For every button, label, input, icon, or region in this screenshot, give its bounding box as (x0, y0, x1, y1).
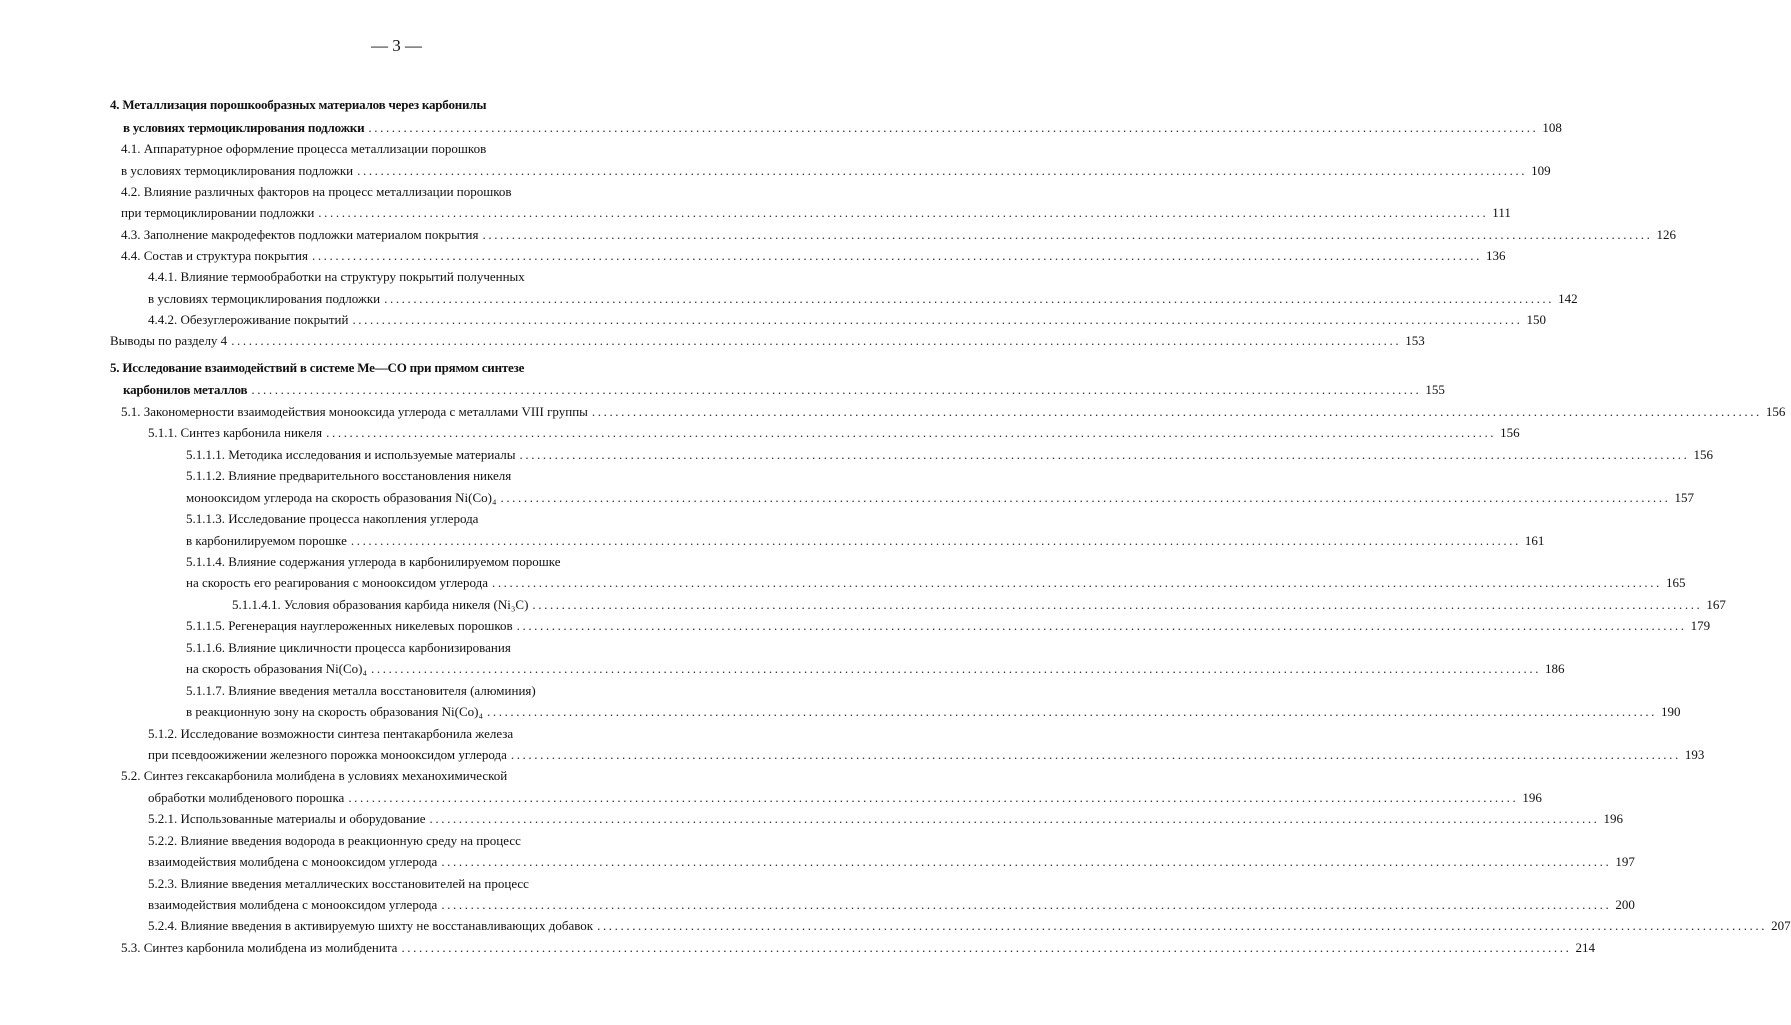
toc-entry-title: на скорость образования Ni(Co)₄ (186, 661, 368, 676)
toc-entry (0, 379, 1445, 401)
dot-leader: ........................................................................................................................................................................................................ (487, 704, 1658, 719)
toc-entry-title: 4.4. Состав и структура покрытия (121, 248, 308, 263)
toc-entry (0, 508, 793, 530)
dot-leader: ........................................................................................................................................................................................................ (251, 382, 1422, 397)
dot-leader: ........................................................................................................................................................................................................ (371, 661, 1542, 676)
dot-leader: ........................................................................................................................................................................................................ (429, 811, 1600, 826)
dot-leader: ........................................................................................................................................................................................................ (519, 447, 1690, 462)
toc-entry (0, 808, 1624, 830)
toc-entry (0, 765, 793, 787)
toc-page-number: 109 (1531, 163, 1551, 178)
toc-entry (0, 680, 793, 702)
toc-entry (0, 723, 793, 745)
toc-entry-title: в условиях термоциклирования подложки (148, 291, 381, 306)
toc-entry (0, 572, 1686, 594)
toc-entry (0, 117, 1562, 139)
dot-leader: ........................................................................................................................................................................................................ (368, 120, 1539, 135)
toc-page-number: 165 (1665, 575, 1686, 590)
toc-entry-title: при псевдоожижении железного порожка монооксидом углерода (148, 747, 507, 762)
toc-entry (0, 873, 793, 895)
toc-entry (0, 830, 793, 852)
toc-entry-title: 4.4.1. Влияние термообработки на структуру покрытий полученных (148, 269, 525, 284)
dot-leader: ........................................................................................................................................................................................................ (384, 291, 1555, 306)
dot-leader: ........................................................................................................................................................................................................ (491, 575, 1662, 590)
dot-leader: ........................................................................................................................................................................................................ (597, 918, 1768, 933)
toc-page-number: 156 (1765, 404, 1786, 419)
toc-entry (0, 330, 1425, 352)
toc-entry (0, 465, 793, 487)
toc-page-number: 126 (1656, 227, 1676, 242)
dot-leader: ........................................................................................................................................................................................................ (352, 312, 1523, 327)
toc-page-number: 167 (1706, 597, 1726, 612)
toc-entry-title: 5.2. Синтез гексакарбонила молибдена в условиях механохимической (121, 768, 508, 783)
dot-leader: ........................................................................................................................................................................................................ (510, 747, 1681, 762)
toc-entry (0, 787, 1542, 809)
toc-entry-title: в условиях термоциклирования подложки (121, 163, 354, 178)
toc-entry-title: 5.1.1.4.1. Условия образования карбида никеля (Ni₃C) (232, 597, 529, 612)
toc-page-number: 111 (1492, 205, 1511, 220)
toc-page-number: 157 (1674, 490, 1694, 505)
toc-entry-title: 5.2.1. Использованные материалы и оборудование (148, 811, 426, 826)
toc-page-number: 190 (1661, 704, 1681, 719)
toc-entry (0, 551, 793, 573)
dot-leader: ........................................................................................................................................................................................................ (441, 854, 1612, 869)
toc-entry (0, 594, 1726, 616)
toc-page-number: 153 (1405, 333, 1425, 348)
toc-entry (0, 357, 793, 379)
toc-page-number: 136 (1485, 248, 1506, 263)
toc-entry-title: Выводы по разделу 4 (110, 333, 228, 348)
toc-entry-title: в реакционную зону на скорость образования Ni(Co)₄ (186, 704, 484, 719)
toc-entry-title: на скорость его реагирования с монооксидом углерода (186, 575, 488, 590)
toc-entry-title: 5.1.1.4. Влияние содержания углерода в карбонилируемом порошке (186, 554, 561, 569)
toc-entry (0, 288, 1578, 310)
toc-entry-title: 5.1.1.5. Регенерация науглероженных никелевых порошков (186, 618, 513, 633)
toc-entry-title: 4.1. Аппаратурное оформление процесса металлизации порошков (121, 141, 487, 156)
toc-entry (0, 915, 1791, 937)
toc-entry-title: 5.1. Закономерности взаимодействия монооксида углерода с металлами VIII группы (121, 404, 588, 419)
dot-leader: ........................................................................................................................................................................................................ (231, 333, 1402, 348)
toc-entry-title: 5.1.1.1. Методика исследования и используемые материалы (186, 447, 516, 462)
toc-entry-title: 5.2.2. Влияние введения водорода в реакционную среду на процесс (148, 833, 521, 848)
toc-entry-title: 4. Металлизация порошкообразных материалов через карбонилы (110, 97, 487, 112)
dot-leader: ........................................................................................................................................................................................................ (516, 618, 1687, 633)
toc-entry (0, 615, 1711, 637)
toc-entry-title: 5.1.1. Синтез карбонила никеля (148, 425, 323, 440)
dot-leader: ........................................................................................................................................................................................................ (500, 490, 1671, 505)
toc-page-number: 186 (1545, 661, 1565, 676)
toc-page-number: 161 (1524, 533, 1545, 548)
toc-entry (0, 937, 1595, 959)
toc-entry-title: карбонилов металлов (123, 382, 248, 397)
toc-entry (0, 744, 1705, 766)
toc-entry (0, 444, 1713, 466)
toc-entry-title: 5.3. Синтез карбонила молибдена из молибденита (121, 940, 398, 955)
toc-entry-title: в карбонилируемом порошке (186, 533, 347, 548)
toc-entry-title: 5.1.1.3. Исследование процесса накопления углерода (186, 511, 479, 526)
toc-entry-title: 5.1.1.7. Влияние введения металла восстановителя (алюминия) (186, 683, 536, 698)
toc-entry-title: 4.4.2. Обезуглероживание покрытий (148, 312, 349, 327)
toc-entry (0, 530, 1545, 552)
toc-page-number: 196 (1603, 811, 1624, 826)
toc-entry (0, 401, 1786, 423)
dot-leader: ........................................................................................................................................................................................................ (591, 404, 1762, 419)
toc-entry (0, 658, 1565, 680)
toc-entry-title: 5.1.1.2. Влияние предварительного восстановления никеля (186, 468, 512, 483)
toc-entry-title: при термоциклировании подложки (121, 205, 315, 220)
toc-entry-title: 5.2.3. Влияние введения металлических восстановителей на процесс (148, 876, 529, 891)
toc-entry (0, 894, 1635, 916)
toc-page-number: 156 (1500, 425, 1520, 440)
toc-entry-title: 4.2. Влияние различных факторов на процесс металлизации порошков (121, 184, 512, 199)
toc-entry (0, 309, 1546, 331)
dot-leader: ........................................................................................................................................................................................................ (326, 425, 1497, 440)
toc-page-number: 200 (1615, 897, 1635, 912)
page-number: — 3 — (371, 36, 422, 55)
toc-entry-title: 5. Исследование взаимодействий в системе Ме—СО при прямом синтезе (110, 360, 525, 375)
toc-entry (0, 181, 793, 203)
toc-entry-title: в условиях термоциклирования подложки (123, 120, 365, 135)
toc-entry (0, 637, 793, 659)
toc-entry (0, 851, 1635, 873)
toc-entry-title: 4.3. Заполнение макродефектов подложки материалом покрытия (121, 227, 479, 242)
toc-entry (0, 94, 793, 116)
dot-leader: ........................................................................................................................................................................................................ (357, 163, 1528, 178)
toc-entry-title: 5.2.4. Влияние введения в активируемую шихту не восстанавливающих добавок (148, 918, 594, 933)
dot-leader: ........................................................................................................................................................................................................ (532, 597, 1703, 612)
toc-entry-title: монооксидом углерода на скорость образования Ni(Co)₄ (186, 490, 497, 505)
toc-page-number: 197 (1615, 854, 1635, 869)
toc-page-number: 155 (1425, 382, 1445, 397)
toc-page-number: 179 (1690, 618, 1711, 633)
toc-entry-title: взаимодействия молибдена с монооксидом углерода (148, 897, 438, 912)
toc-entry (0, 422, 1520, 444)
dot-leader: ........................................................................................................................................................................................................ (350, 533, 1521, 548)
toc-entry (0, 138, 793, 160)
toc-page-number: 193 (1684, 747, 1705, 762)
toc-page-number: 142 (1558, 291, 1578, 306)
dot-leader: ........................................................................................................................................................................................................ (401, 940, 1572, 955)
dot-leader: ........................................................................................................................................................................................................ (348, 790, 1519, 805)
toc-entry (0, 245, 1506, 267)
dot-leader: ........................................................................................................................................................................................................ (318, 205, 1489, 220)
toc-page-number: 156 (1693, 447, 1713, 462)
toc-entry (0, 266, 793, 288)
toc-entry-title: 5.1.1.6. Влияние цикличности процесса карбонизирования (186, 640, 511, 655)
dot-leader: ........................................................................................................................................................................................................ (311, 248, 1482, 263)
toc-page-number: 108 (1542, 120, 1562, 135)
toc-page-number: 150 (1526, 312, 1546, 327)
toc-entry-title: 5.1.2. Исследование возможности синтеза пентакарбонила железа (148, 726, 514, 741)
toc-entry (0, 487, 1694, 509)
dot-leader: ........................................................................................................................................................................................................ (441, 897, 1612, 912)
toc-entry (0, 224, 1676, 246)
toc-entry (0, 701, 1681, 723)
toc-page-number: 207 (1771, 918, 1791, 933)
toc-entry (0, 160, 1551, 182)
toc-page-number: 214 (1575, 940, 1595, 955)
toc-entry-title: взаимодействия молибдена с монооксидом углерода (148, 854, 438, 869)
toc-entry-title: обработки молибденового порошка (148, 790, 345, 805)
dot-leader: ........................................................................................................................................................................................................ (482, 227, 1653, 242)
toc-page-number: 196 (1522, 790, 1542, 805)
toc-entry (0, 202, 1511, 224)
